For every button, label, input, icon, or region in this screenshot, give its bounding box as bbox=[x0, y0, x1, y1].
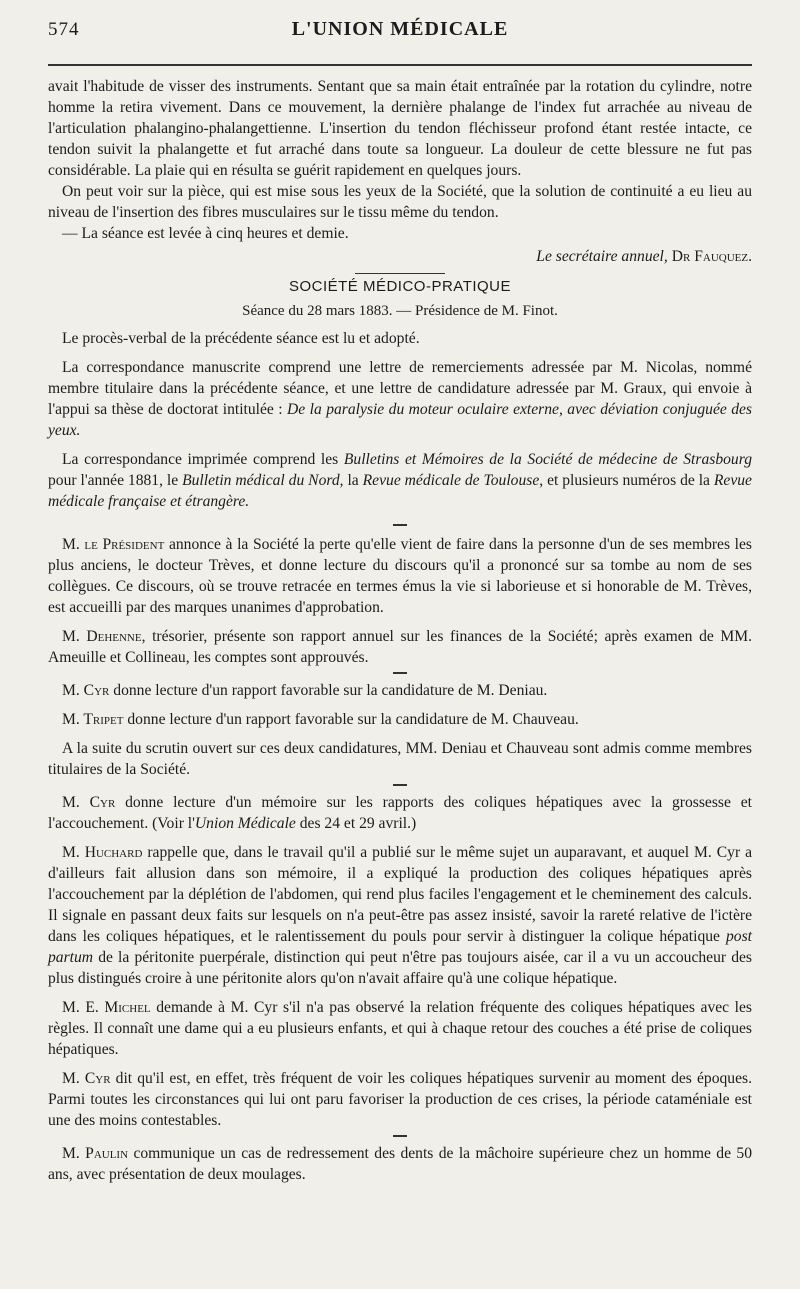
running-title: L'UNION MÉDICALE bbox=[291, 18, 509, 40]
page-header bbox=[48, 18, 752, 56]
paragraph: On peut voir sur la pièce, qui est mise sous les yeux de la Société, que la solution de continuité a eu lieu au niveau de l'insertion des fibres musculaires sur le tissu même du tendon. bbox=[48, 183, 752, 221]
seance-line: Séance du 28 mars 1883. — Présidence de M. Finot. bbox=[242, 303, 558, 319]
divider-dash bbox=[393, 784, 407, 786]
paragraph: M. Dehenne, trésorier, présente son rapport annuel sur les finances de la Société; après examen de MM. Ameuille et Collineau, les comptes sont approuvés. bbox=[48, 628, 752, 666]
paragraph: M. Tripet donne lecture d'un rapport favorable sur la candidature de M. Chauveau. bbox=[62, 711, 579, 728]
paragraph: M. E. Michel demande à M. Cyr s'il n'a pas observé la relation fréquente des coliques hépatiques avec les règles. Il connaît une dame qui a eu plusieurs enfants, et qui à chaque retour des couches a été prise de coliques hépatiques. bbox=[48, 999, 753, 1058]
page-number: 574 bbox=[48, 19, 80, 40]
closing-line: — La séance est levée à cinq heures et demie. bbox=[62, 225, 349, 242]
paragraph: M. Cyr dit qu'il est, en effet, très fréquent de voir les coliques hépatiques survenir au moment des époques. Parmi toutes les circonstances qui lui ont paru favoriser la production de ces crises, la période cataméniale est une des moins contestables. bbox=[48, 1070, 752, 1129]
section-title: SOCIÉTÉ MÉDICO-PRATIQUE bbox=[288, 278, 512, 295]
divider-dash bbox=[393, 672, 407, 674]
paragraph: Le procès-verbal de la précédente séance est lu et adopté. bbox=[62, 330, 420, 347]
signature: Le secrétaire annuel, Dr Fauquez. bbox=[536, 248, 752, 265]
paragraph: M. Huchard rappelle que, dans le travail qu'il a publié sur le même sujet un auparavant, et auquel M. Cyr a d'ailleurs fait allusion dans son mémoire, il a expliqué la production des coliques hépatiques après l'accouchement par la déplétion de l'abdomen, qui rend plus faciles l'engagement et le cheminement des calculs. Il signale en passant deux faits sur lesquels on n'a peut-être pas assez insisté, savoir la rareté relative de l'ictère dans les coliques hépatiques, et le ralentissement du pouls pour servir à distinguer la colique hépatique post partum de la péritonite puerpérale, distinction qui peut n'être pas toujours aisée, car il a vu un accoucheur des plus distingués croire à une péritonite alors qu'on n'avait affaire qu'à une colique hépatique. bbox=[48, 844, 752, 987]
paragraph: A la suite du scrutin ouvert sur ces deux candidatures, MM. Deniau et Chauveau sont admis comme membres titulaires de la Société. bbox=[48, 740, 752, 778]
divider-dash bbox=[393, 524, 407, 526]
paragraph: M. Cyr donne lecture d'un mémoire sur les rapports des coliques hépatiques avec la grossesse et l'accouchement. (Voir l'Union Médicale des 24 et 29 avril.) bbox=[48, 794, 752, 832]
paragraph: M. Paulin communique un cas de redressement des dents de la mâchoire supérieure chez un homme de 50 ans, avec présentation de deux moulages. bbox=[48, 1145, 752, 1183]
section-divider bbox=[355, 273, 445, 274]
paragraph: La correspondance imprimée comprend les Bulletins et Mémoires de la Société de médecine de Strasbourg pour l'année 1881, le Bulletin médical du Nord, la Revue médicale de Toulouse, et plusieurs numéros de la Revue médicale française et étrangère. bbox=[48, 451, 753, 510]
paragraph: La correspondance manuscrite comprend une lettre de remerciements adressée par M. Nicolas, nommé membre titulaire dans la précédente séance, et une lettre de candidature adressée par M. Graux, qui envoie à l'appui sa thèse de doctorat intitulée : De la paralysie du moteur oculaire externe, avec déviation conjuguée des yeux. bbox=[48, 359, 752, 439]
paragraph: M. le Président annonce à la Société la perte qu'elle vient de faire dans la personne d'un de ses membres les plus anciens, le docteur Trèves, et donne lecture du discours qu'il a prononcé sur sa tombe au nom de ses collègues. Ce discours, où se trouve retracée en termes émus la vie si laborieuse et si honorable de M. Trèves, est accueilli par des marques unanimes d'approbation. bbox=[48, 536, 753, 616]
paragraph: avait l'habitude de visser des instruments. Sentant que sa main était entraînée par la rotation du cylindre, notre homme la retira vivement. Dans ce mouvement, la dernière phalange de l'index fut arrachée au niveau de l'articulation phalangino-phalangettienne. L'insertion du tendon fléchisseur profond étant restée intacte, ce tendon suivit la phalangette et fut arraché dans toute sa longueur. La douleur de cette blessure ne fut pas considérable. La plaie qui en résulta se guérit rapidement en quelques jours. bbox=[48, 78, 752, 179]
divider-dash bbox=[393, 1135, 407, 1137]
paragraph: M. Cyr donne lecture d'un rapport favorable sur la candidature de M. Deniau. bbox=[62, 682, 548, 699]
header-rule bbox=[48, 64, 752, 66]
